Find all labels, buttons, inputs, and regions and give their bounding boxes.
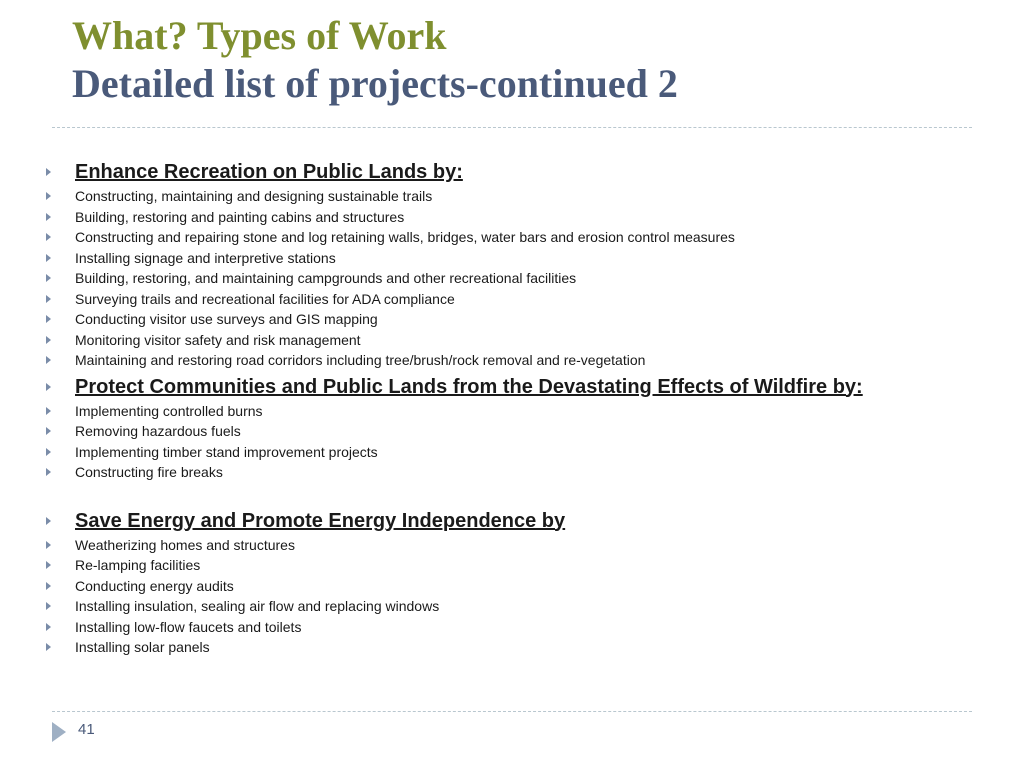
list-item: Constructing and repairing stone and log retaining walls, bridges, water bars and erosion control measures	[44, 227, 1004, 248]
triangle-bullet-icon	[46, 274, 51, 282]
slide-title-block	[72, 12, 678, 108]
slide-title: What? Types of Work	[72, 13, 447, 58]
list-item: Conducting energy audits	[44, 576, 1004, 597]
triangle-bullet-icon	[46, 192, 51, 200]
list-item: Removing hazardous fuels	[44, 421, 1004, 442]
top-divider	[52, 127, 972, 128]
list-item: Installing insulation, sealing air flow and replacing windows	[44, 596, 1004, 617]
triangle-bullet-icon	[46, 407, 51, 415]
triangle-bullet-icon	[46, 602, 51, 610]
triangle-bullet-icon	[46, 623, 51, 631]
bottom-divider	[52, 711, 972, 712]
list-item: Implementing timber stand improvement projects	[44, 442, 1004, 463]
list-item: Building, restoring, and maintaining campgrounds and other recreational facilities	[44, 268, 1004, 289]
triangle-bullet-icon	[46, 643, 51, 651]
triangle-bullet-icon	[46, 336, 51, 344]
triangle-bullet-icon	[46, 213, 51, 221]
triangle-bullet-icon	[46, 468, 51, 476]
triangle-bullet-icon	[46, 448, 51, 456]
page-number: 41	[78, 721, 95, 738]
section-heading-recreation: Enhance Recreation on Public Lands by:	[44, 158, 1004, 186]
list-item: Maintaining and restoring road corridors including tree/brush/rock removal and re-vegetation	[44, 350, 1004, 371]
triangle-bullet-icon	[46, 356, 51, 364]
list-item: Installing signage and interpretive stations	[44, 248, 1004, 269]
triangle-bullet-icon	[46, 561, 51, 569]
triangle-bullet-icon	[46, 427, 51, 435]
section-spacer	[44, 483, 1004, 505]
project-list	[44, 156, 1004, 658]
list-item: Weatherizing homes and structures	[44, 535, 1004, 556]
section-heading-energy: Save Energy and Promote Energy Independence by	[44, 507, 1004, 535]
list-item: Implementing controlled burns	[44, 401, 1004, 422]
list-item: Constructing fire breaks	[44, 462, 1004, 483]
triangle-bullet-icon	[46, 541, 51, 549]
list-item: Surveying trails and recreational facilities for ADA compliance	[44, 289, 1004, 310]
triangle-bullet-icon	[46, 315, 51, 323]
list-item: Conducting visitor use surveys and GIS mapping	[44, 309, 1004, 330]
list-item: Installing solar panels	[44, 637, 1004, 658]
list-item: Building, restoring and painting cabins and structures	[44, 207, 1004, 228]
list-item: Re-lamping facilities	[44, 555, 1004, 576]
section-heading-wildfire: Protect Communities and Public Lands from the Devastating Effects of Wildfire by:	[44, 373, 1004, 401]
triangle-bullet-icon	[46, 383, 51, 391]
triangle-bullet-icon	[46, 582, 51, 590]
list-item: Constructing, maintaining and designing sustainable trails	[44, 186, 1004, 207]
list-item: Installing low-flow faucets and toilets	[44, 617, 1004, 638]
list-item: Monitoring visitor safety and risk management	[44, 330, 1004, 351]
triangle-bullet-icon	[46, 254, 51, 262]
triangle-bullet-icon	[46, 168, 51, 176]
triangle-arrow-icon	[52, 722, 66, 742]
slide-subtitle: Detailed list of projects-continued 2	[72, 61, 678, 106]
triangle-bullet-icon	[46, 233, 51, 241]
triangle-bullet-icon	[46, 517, 51, 525]
triangle-bullet-icon	[46, 295, 51, 303]
